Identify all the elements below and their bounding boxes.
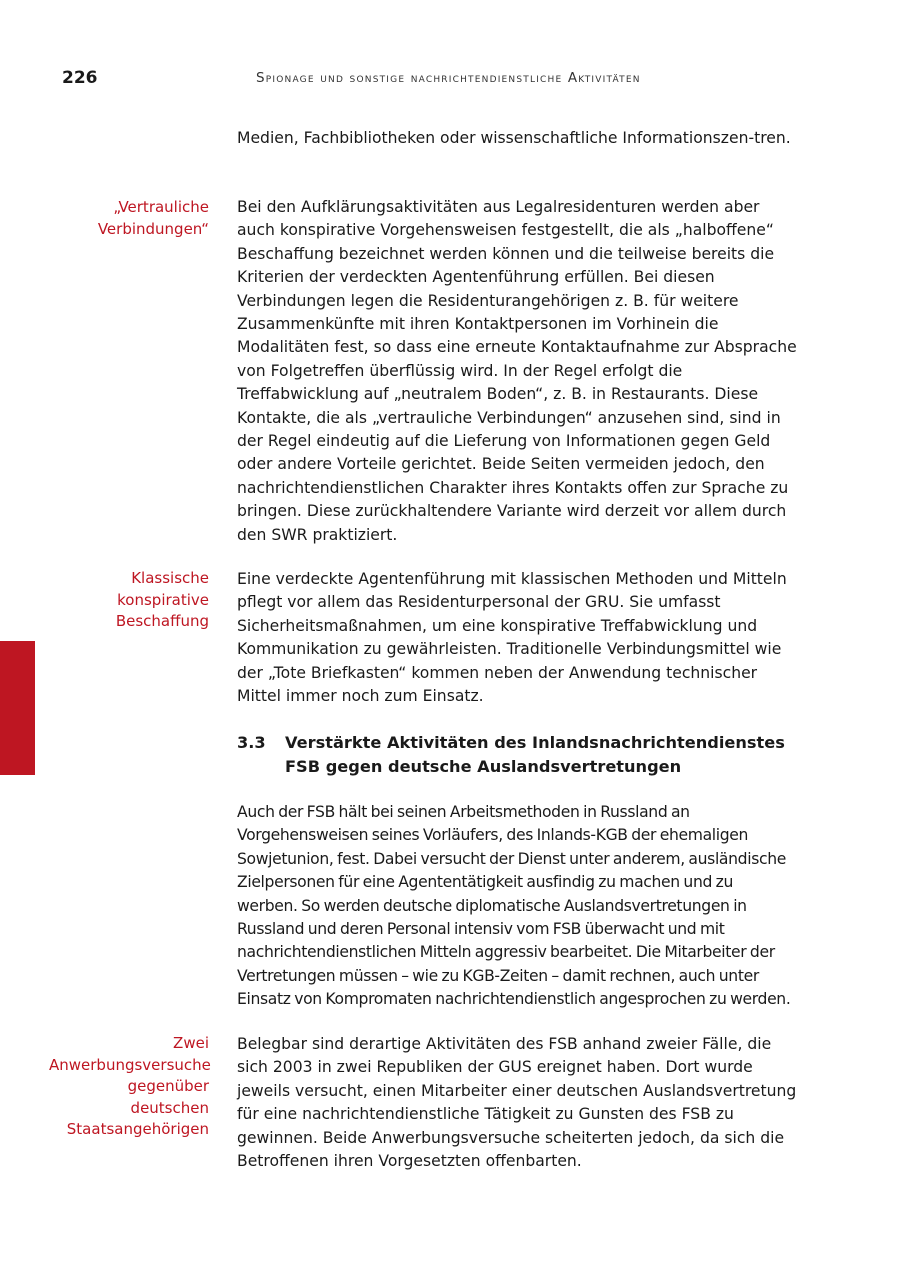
- paragraph-block-0: [237, 127, 797, 150]
- paragraph-block-3: [237, 801, 797, 1012]
- paragraph: Medien, Fachbibliotheken oder wissenschaftliche Informationszen-tren.: [237, 129, 791, 147]
- paragraph: Auch der FSB hält bei seinen Arbeitsmethoden in Russland an Vorgehensweisen seines Vorläufers, des Inlands-KGB der ehemaligen Sowjetunion, fest. Dabei versucht der Dienst unter anderem, ausländische Zielpersonen für eine Agententätigkeit ausfindig zu machen und zu werben. So werden deutsche diplomatische Auslandsvertretungen in Russland und deren Personal intensiv vom FSB überwacht und mit nachrichtendienstlichen Mitteln aggressiv bearbeitet. Die Mitarbeiter der Vertretungen müssen – wie zu KGB-Zeiten – damit rechnen, auch unter Einsatz von Kompromaten nachrichtendienstlich angesprochen zu werden.: [237, 803, 791, 1009]
- paragraph-block-2: [237, 568, 797, 708]
- margin-note-klassische-beschaffung: Klassische konspirative Beschaffung: [115, 569, 209, 630]
- chapter-tab-marker: [0, 641, 35, 775]
- margin-note-anwerbungsversuche: Zwei Anwerbungsversuche gegenüber deutschen Staatsangehörigen: [49, 1034, 211, 1138]
- paragraph-block-1: [237, 196, 797, 547]
- margin-note-vertrauliche-verbindungen: „Vertrauliche Verbindungen“: [97, 198, 209, 238]
- paragraph: Bei den Aufklärungsaktivitäten aus Legalresidenturen werden aber auch konspirative Vorgehensweisen festgestellt, die als „halboffene“ Beschaffung bezeichnet werden können und die teilweise bereits die Kriterien der verdeckten Agentenführung erfüllen. Bei diesen Verbindungen legen die Residenturangehörigen z. B. für weitere Zusammenkünfte mit ihren Kontaktpersonen im Vorhinein die Modalitäten fest, so dass eine erneute Kontaktaufnahme zur Absprache von Folgetreffen überflüssig wird. In der Regel erfolgt die Treffabwicklung auf „neutralem Boden“, z. B. in Restaurants. Diese Kontakte, die als „vertrauliche Verbindungen“ anzusehen sind, sind in der Regel eindeutig auf die Lieferung von Informationen gegen Geld oder andere Vorteile gerichtet. Beide Seiten vermeiden jedoch, den nachrichtendienstlichen Charakter ihres Kontakts offen zur Sprache zu bringen. Diese zurückhaltendere Variante wird derzeit vor allem durch den SWR praktiziert.: [237, 198, 797, 544]
- paragraph: Eine verdeckte Agentenführung mit klassischen Methoden und Mitteln pflegt vor allem das Residenturpersonal der GRU. Sie umfasst Sicherheitsmaßnahmen, um eine konspirative Treffabwicklung und Kommunikation zu gewährleisten. Traditionelle Verbindungsmittel wie der „Tote Briefkasten“ kommen neben der Anwendung technischer Mittel immer noch zum Einsatz.: [237, 570, 787, 706]
- section-title: Verstärkte Aktivitäten des Inlandsnachrichtendienstes FSB gegen deutsche Auslandsvertretungen: [285, 733, 785, 776]
- paragraph: Belegbar sind derartige Aktivitäten des FSB anhand zweier Fälle, die sich 2003 in zwei Republiken der GUS ereignet haben. Dort wurde jeweils versucht, einen Mitarbeiter einer deutschen Auslandsvertretung für eine nachrichtendienstliche Tätigkeit zu Gunsten des FSB zu gewinnen. Beide Anwerbungsversuche scheiterten jedoch, da sich die Betroffenen ihren Vorgesetzten offenbarten.: [237, 1035, 797, 1171]
- section-heading: [237, 731, 807, 779]
- running-header: Spionage und sonstige nachrichtendienstliche Aktivitäten: [256, 70, 641, 86]
- paragraph-block-4: [237, 1033, 797, 1173]
- page-number: 226: [62, 68, 98, 88]
- section-number: 3.3: [237, 733, 266, 752]
